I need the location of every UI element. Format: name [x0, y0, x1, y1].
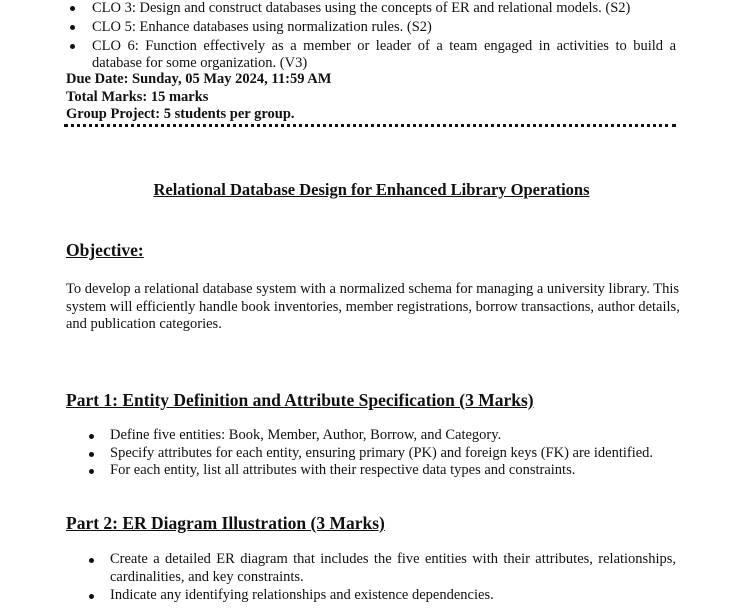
part2-list [110, 551, 676, 605]
due-date: Due Date: Sunday, 05 May 2024, 11:59 AM [66, 71, 332, 87]
objective-text: To develop a relational database system with a normalized schema for managing a university library. This system will efficiently handle book inventories, member registrations, borrow transactions, author details, and publication categories. [66, 281, 680, 332]
bullet-icon [70, 6, 75, 11]
part2-item: Create a detailed ER diagram that includes the five entities with their attributes, relationships, cardinalities, and key constraints. [110, 551, 676, 586]
objective-heading: Objective: [66, 240, 144, 260]
part2-item: Indicate any identifying relationships and existence dependencies. [110, 587, 676, 605]
clo-list [92, 0, 676, 71]
document-title: Relational Database Design for Enhanced Library Operations [153, 180, 590, 199]
part1-item: For each entity, list all attributes with their respective data types and constraints. [110, 462, 690, 480]
bullet-icon [70, 25, 75, 30]
part1-item: Define five entities: Book, Member, Author, Borrow, and Category. [110, 427, 690, 445]
clo-item: CLO 6: Function effectively as a member or leader of a team engaged in activities to build a database for some organization. (V3) [92, 38, 676, 72]
bullet-icon [89, 434, 94, 439]
group-project: Group Project: 5 students per group. [66, 106, 295, 122]
bullet-icon [89, 452, 94, 457]
part2-heading: Part 2: ER Diagram Illustration (3 Marks) [66, 513, 385, 533]
bullet-icon [89, 558, 94, 563]
bullet-icon [89, 594, 94, 599]
total-marks: Total Marks: 15 marks [66, 89, 209, 105]
part1-list [110, 427, 690, 480]
dotted-divider [64, 124, 676, 127]
part1-item: Specify attributes for each entity, ensuring primary (PK) and foreign keys (FK) are identified. [110, 445, 690, 463]
clo-item: CLO 3: Design and construct databases using the concepts of ER and relational models. (S2) [92, 0, 676, 19]
bullet-icon [70, 44, 75, 49]
bullet-icon [89, 469, 94, 474]
part1-heading: Part 1: Entity Definition and Attribute Specification (3 Marks) [66, 390, 534, 410]
clo-item: CLO 5: Enhance databases using normalization rules. (S2) [92, 19, 676, 37]
